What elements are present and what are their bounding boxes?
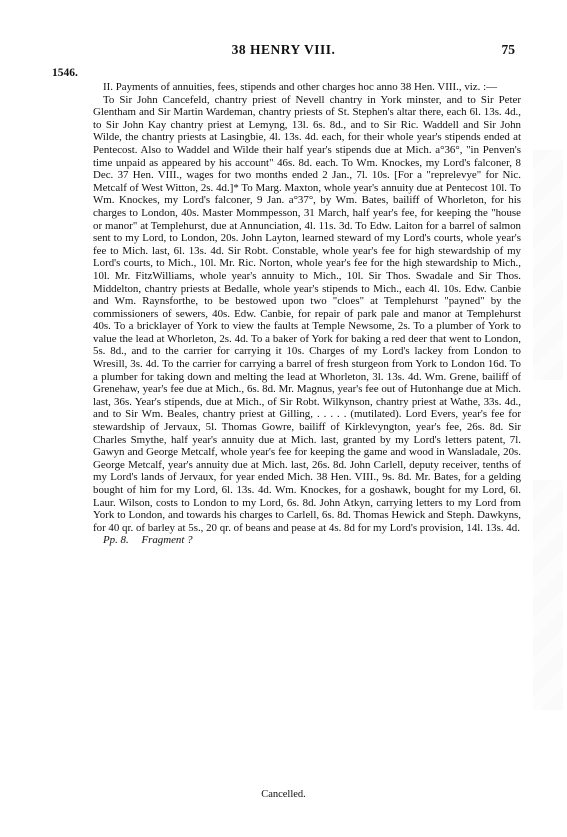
payments-paragraph: To Sir John Cancefeld, chantry priest of Nevell chantry in York minster, and to Sir Peter Glentham and Sir Martin Wardeman, chantry priests of St. Stephen's altar there, each 6l. 13s. 4d., to Sir John Kay chantry priest at Lemyng, 13l. 6s. 8d., and to Sir Ric. Waddell and Sir John Wilde, the chantry priests at Lasingbie, 4l. 13s. 4d. each, for their whole year's stipends ended at Pentecost. Also to Waddel and Wilde their half year's stipends due at Mich. a°36°, "in Penven's time unpaid as appeared by his account" 46s. 8d. each. To Wm. Knockes, my Lord's falconer, 8 Dec. 37 Hen. VIII., wages for two months ended 2 Jan., 7l. 10s. [For a "reprelevye" for Nic. Metcalf of West Witton, 2s. 4d.]* To Marg. Maxton, whole year's annuity due at Pentecost 10l. To Wm. Knockes, my Lord's falconer, 9 Jan. a°37°, by Wm. Bates, bailiff of Whorleton, for his charges to London, 40s. Master Mommpesson, 31 March, half year's fee, for keeping the "house or manor" at Templehurst, due at Annunciation, 4l. 11s. 3d. To Edw. Laiton for a barrel of salmon sent to my Lord, to London, 20s. John Layton, learned steward of my Lord's courts, whole year's fee to Mich. last, 6l. 13s. 4d. Sir Robt. Constable, whole year's fee for high stewardship of my Lord's courts, to Mich., 10l. Mr. Ric. Norton, whole year's fee for the high stewardship to Mich., 10l. Mr. FitzWilliams, whole year's annuity to Mich., 10l. Sir Thos. Swadale and Sir Thos. Middelton, chantry priests at Bedalle, whole year's stipends to Mich., each 4l. 10s. Edw. Canbie and Wm. Raynsforthe, to be bestowed upon two "cloes" at Templehurst "payned" by the commissioners of sewers, 40s. Edw. Canbie, for repair of park pale and manor at Templehurst 40s. To a bricklayer of York to view the faults at Temple Newsome, 2s. To a plumber of York to value the lead at Whorleton, 2s. 4d. To a baker of York for baking a red deer that went to London, 5s. 8d., and to the carrier for carrying it 10s. Charges of my Lord's lackey from London to Wresill, 3s. 4d. To the carrier for carrying a barrel of fresh sturgeon from York to London 16d. To a plumber for taking down and melting the lead at Whorleton, 3l. 13s. 4d. Wm. Grene, bailiff of Grenehaw, year's fee due at Mich., 6s. 8d. Mr. Magnus, year's fee out of Hutonhange due at Mich. last, 36s. Year's stipends, due at Mich., of Sir Robt. Wilkynson, chantry priest at Wathe, 33s. 4d., and to Sir Wm. Beales, chantry priest at Gilling, . . . . . (mutilated). Lord Evers, year's fee for stewardship of Jervaux, 5l. Thomas Gowre, bailiff of Kirklevyngton, year's fee, 26s. 8d. Sir Charles Smythe, half year's annuity due at Mich. last, granted by my Lord's letters patent, 7l. Gawyn and George Metcalf, whole year's fee for keeping the game and wood in Wansladale, 20s. George Metcalf, year's annuity due at Mich. last, 26s. 8d. John Carlell, deputy receiver, tenths of my Lord's lands of Jervaux, for year ended Mich. 38 Hen. VIII., 9s. 8d. Mr. Bates, for a gelding bought of him for my Lord, 6l. 13s. 4d. Wm. Knockes, for a goshawk, bought for my Lord, 6l. Laur. Wilson, costs to London to my Lord, 6s. 8d. John Atkyn, carrying letters to my Lord from York to London, and towards his charges to Carlell, 6s. 8d. Thomas Hewick and Steph. Dawkyns, for 40 qr. of barley at 5s., 20 qr. of beans and pease at 4s. 8d for my Lord's provision, 14l. 13s. 4d. <box>93 93 521 534</box>
cancelled-note: Cancelled. <box>261 789 306 800</box>
main-text <box>93 81 521 547</box>
footnote <box>93 534 521 547</box>
running-head: 38 HENRY VIII. <box>231 42 336 57</box>
footnote-pages: Pp. 8. <box>103 534 129 547</box>
footnote-status: Fragment ? <box>141 534 193 547</box>
watermark-stamp-top <box>533 150 563 380</box>
section-intro: II. Payments of annuities, fees, stipends and other charges hoc anno 38 Hen. VIII., viz. :— <box>103 81 497 93</box>
year-marker: 1546. <box>52 67 78 79</box>
page-number: 75 <box>501 42 515 57</box>
watermark-stamp-bottom <box>533 480 563 710</box>
